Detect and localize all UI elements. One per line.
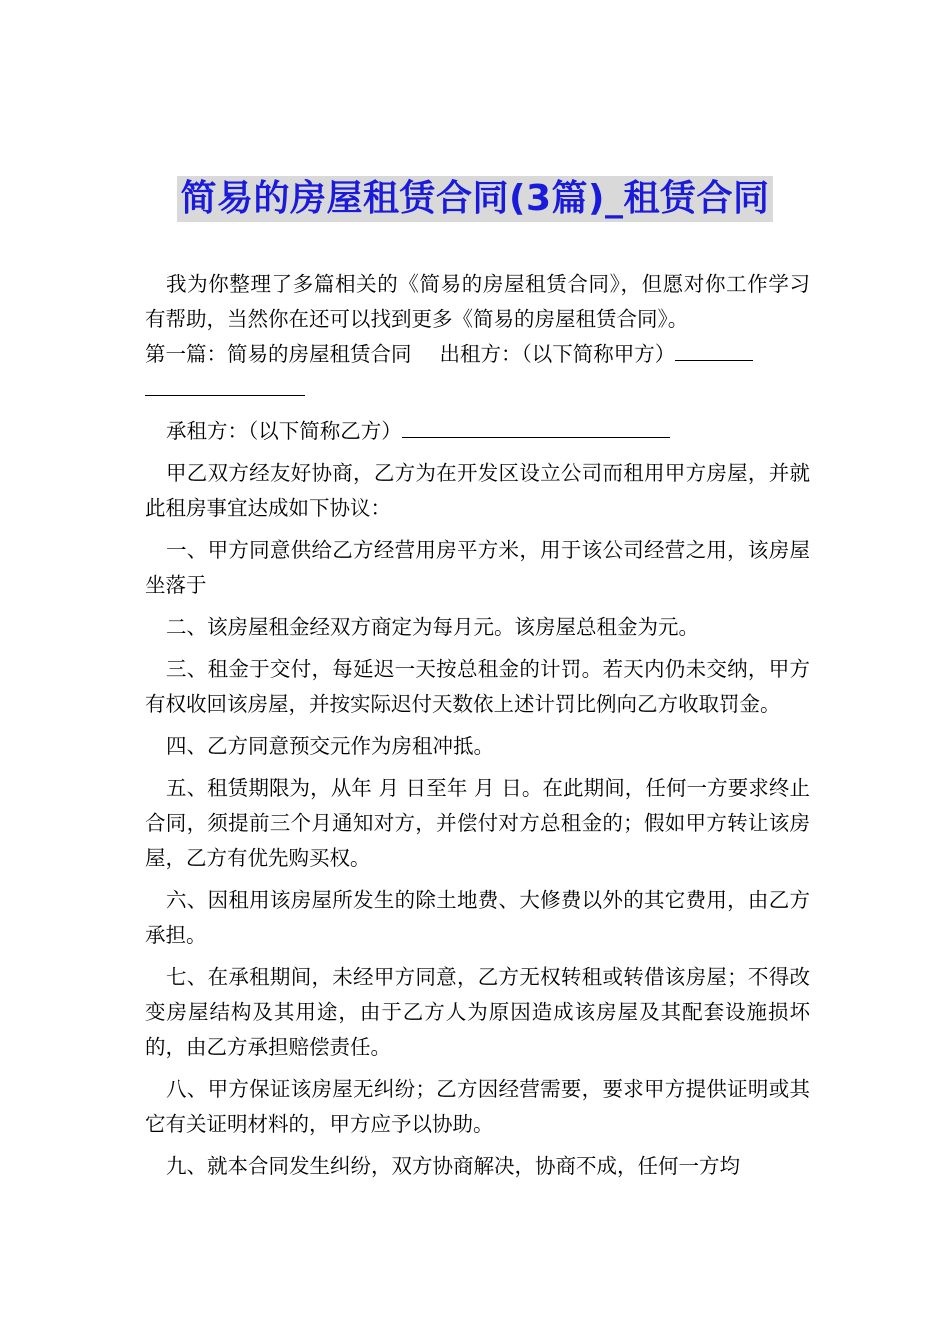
- clause-9: [145, 1149, 810, 1184]
- lessor-line: [145, 337, 810, 407]
- clause-6: [145, 883, 810, 953]
- clause-text: 四、乙方同意预交元作为房租冲抵。: [166, 734, 494, 758]
- intro-text: 我为你整理了多篇相关的《简易的房屋租赁合同》，但愿对你工作学习有帮助，当然你在还可以找到更多《简易的房屋租赁合同》。: [145, 272, 810, 331]
- preamble-text: 甲乙双方经友好协商，乙方为在开发区设立公司而租用甲方房屋，并就此租房事宜达成如下协议：: [145, 461, 810, 520]
- lessee-line: [145, 414, 810, 449]
- lessor-blank[interactable]: [675, 340, 753, 362]
- clause-text: 九、就本合同发生纠纷，双方协商解决，协商不成，任何一方均: [166, 1154, 740, 1178]
- clause-text: 五、租赁期限为，从年 月 日至年 月 日。在此期间，任何一方要求终止合同，须提前三个月通知对方，并偿付对方总租金的；假如甲方转让该房屋，乙方有优先购买权。: [145, 776, 810, 870]
- document-body: [145, 267, 810, 1191]
- clause-3: [145, 652, 810, 722]
- clause-8: [145, 1072, 810, 1142]
- clause-text: 八、甲方保证该房屋无纠纷；乙方因经营需要，要求甲方提供证明或其它有关证明材料的，甲方应予以协助。: [145, 1077, 810, 1136]
- clause-1: [145, 533, 810, 603]
- clause-text: 七、在承租期间，未经甲方同意，乙方无权转租或转借该房屋；不得改变房屋结构及其用途，由于乙方人为原因造成该房屋及其配套设施损坏的，由乙方承担赔偿责任。: [145, 965, 810, 1059]
- lessee-blank[interactable]: [402, 417, 670, 439]
- clause-text: 二、该房屋租金经双方商定为每月元。该房屋总租金为元。: [166, 615, 699, 639]
- section-heading: 第一篇：简易的房屋租赁合同: [145, 342, 412, 366]
- clause-2: [145, 610, 810, 645]
- preamble-paragraph: [145, 456, 810, 526]
- clause-text: 一、甲方同意供给乙方经营用房平方米，用于该公司经营之用，该房屋坐落于: [145, 538, 810, 597]
- lessor-label: 出租方：（以下简称甲方）: [439, 342, 676, 366]
- document-title: 简易的房屋租赁合同(3篇)_租赁合同: [177, 176, 774, 222]
- intro-paragraph: [145, 267, 810, 337]
- lessee-label: 承租方：（以下简称乙方）: [166, 419, 402, 443]
- clause-7: [145, 960, 810, 1065]
- clause-5: [145, 771, 810, 876]
- clause-text: 六、因租用该房屋所发生的除土地费、大修费以外的其它费用，由乙方承担。: [145, 888, 810, 947]
- clause-text: 三、租金于交付，每延迟一天按总租金的计罚。若天内仍未交纳，甲方有权收回该房屋，并按实际迟付天数依上述计罚比例向乙方收取罚金。: [145, 657, 810, 716]
- lessor-blank-continued[interactable]: [145, 375, 305, 397]
- clause-4: [145, 729, 810, 764]
- title-container: [0, 176, 950, 222]
